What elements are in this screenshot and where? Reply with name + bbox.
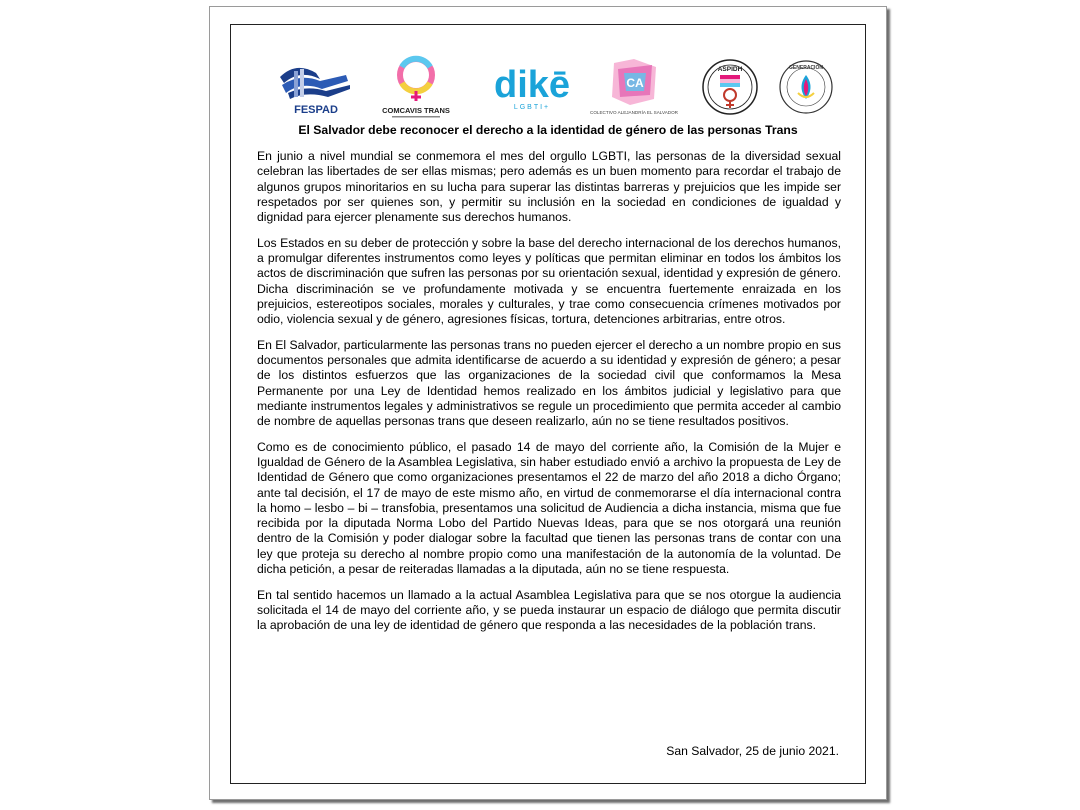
logo-strip xyxy=(276,53,838,123)
paragraph: Los Estados en su deber de protección y sobre la base del derecho internacional de los derechos humanos, a promulgar diferentes instrumentos como leyes y políticas que permitan eliminar en todos los ámbitos los actos de discriminación que sufren las personas por su orientación sexual, identidad y expresión de género. Dicha discriminación se ve profundamente motivada y se encuentra fuertemente enraizada en los prejuicios, estereotipos sociales, morales y culturales, y trae como consecuencia crímenes motivados por odio, violencia sexual y de género, agresiones físicas, tortura, detenciones arbitrarias, entre otros. xyxy=(257,235,841,326)
document-title: El Salvador debe reconocer el derecho a la identidad de género de las personas Trans xyxy=(298,123,798,137)
fespad-wordmark: FESPAD xyxy=(294,104,338,116)
comcavis-trans-logo xyxy=(384,53,448,123)
signoff-date: San Salvador, 25 de junio 2021. xyxy=(666,744,839,758)
colectivo-wordmark: COLECTIVO ALEJANDRÍA EL SALVADOR xyxy=(590,110,678,115)
document-page xyxy=(209,6,887,800)
comcavis-wordmark: COMCAVIS TRANS xyxy=(382,106,450,115)
aspidh-logo xyxy=(700,53,760,123)
svg-text:CA: CA xyxy=(626,76,644,90)
generacion-wordmark: GENERACIÓN xyxy=(789,65,823,71)
paragraph: Como es de conocimiento público, el pasado 14 de mayo del corriente año, la Comisión de la Mujer e Igualdad de Género de la Asamblea Legislativa, sin haber estudiado envió a archivo la propuesta de Ley de Identidad de Género que como organizaciones presentamos el 22 de marzo del año 2018 a dicho Órgano; ante tal decisión, el 17 de mayo de este mismo año, en virtud de conmemorarse el día internacional contra la homo – lesbo – bi – transfobia, presentamos una solicitud de Audiencia a dicha instancia, misma que fue recibida por la diputada Norma Lobo del Partido Nuevas Ideas, para que se nos otorgará una reunión dentro de la Comisión y poder dialogar sobre la facultad que tienen las personas trans de contar con una ley que proteja su derecho al nombre propio como una manifestación de la autonomía de la voluntad. De dicha petición, a pesar de reiteradas llamadas a la diputada, aún no se tiene respuesta. xyxy=(257,439,841,576)
paragraph: En El Salvador, particularmente las personas trans no pueden ejercer el derecho a un nombre propio en sus documentos personales que admita identificarse de acuerdo a su identidad y expresión de género; a pesar de los distintos esfuerzos que las organizaciones de la sociedad civil que conformamos la Mesa Permanente por una Ley de Identidad hemos realizado en los ámbitos judicial y legislativo para que mediante instrumentos legales y administrativos se regule un procedimiento que permita acceder al cambio de nombre de aquellas personas trans que deseen realizarlo, aún no se tiene resultados positivos. xyxy=(257,337,841,428)
colectivo-alejandria-logo xyxy=(590,53,678,123)
paragraph: En junio a nivel mundial se conmemora el mes del orgullo LGBTI, las personas de la diversidad sexual celebran las libertades de ser ellas mismas; pero además es un buen momento para recordar el trabajo de algunos grupos minoritarios en su lucha para superar las distintas barreras y prejuicios que les impide ser respetados por ser quienes son, y permitir su inclusión en la sociedad en condiciones de igualdad y dignidad para ejercer plenamente sus derechos humanos. xyxy=(257,149,841,224)
dike-subtitle: LGBTI+ xyxy=(513,104,551,111)
document-frame xyxy=(230,24,866,784)
generacion-logo xyxy=(776,53,836,123)
aspidh-wordmark: ASPIDH xyxy=(717,66,743,73)
paragraph: En tal sentido hacemos un llamado a la actual Asamblea Legislativa para que se nos otorgue la audiencia solicitada el 14 de mayo del corriente año, y se pueda instaurar un espacio de diálogo que permita discutir la aprobación de una ley de identidad de género que responda a las necesidades de la población trans. xyxy=(257,587,841,632)
dike-logo xyxy=(493,53,571,123)
fespad-logo xyxy=(276,53,356,123)
dike-wordmark: dikē xyxy=(493,64,571,106)
document-body xyxy=(257,149,841,644)
